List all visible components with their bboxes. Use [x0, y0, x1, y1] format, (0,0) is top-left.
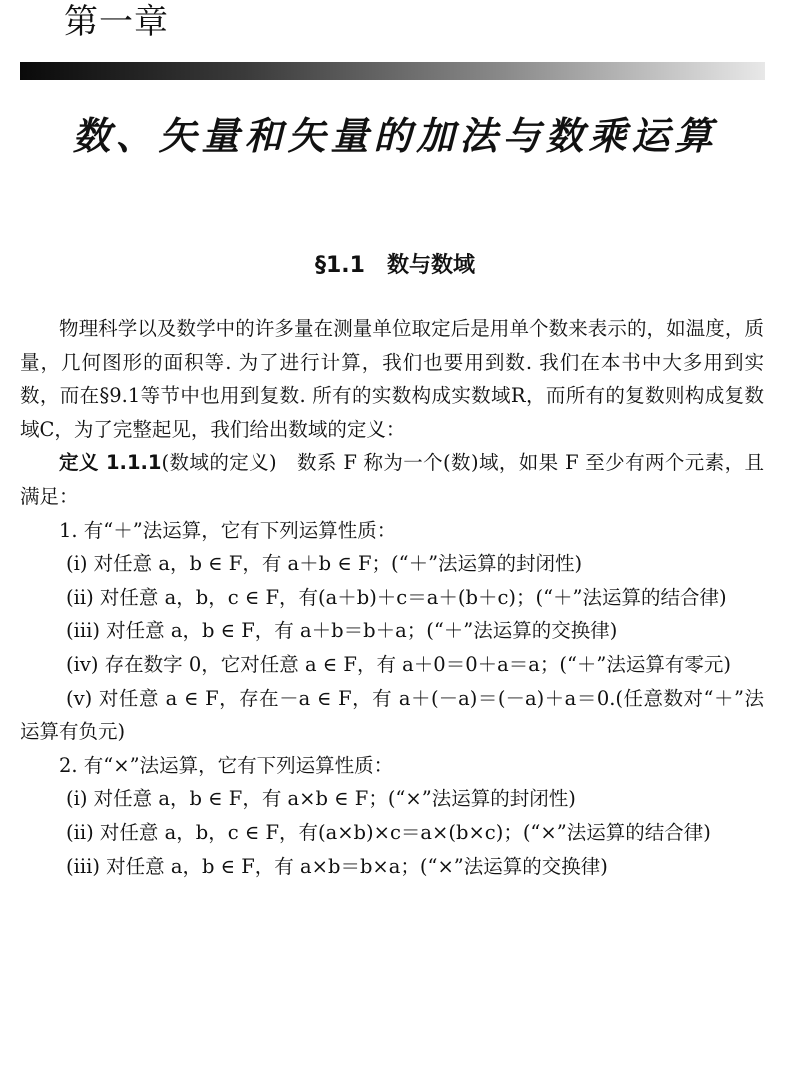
- section-title: §1.1 数与数域: [315, 253, 475, 278]
- definition-text: 元素，且满足：: [20, 451, 764, 508]
- definition-paragraph: [20, 446, 764, 513]
- chapter-label: 第一章: [64, 2, 169, 42]
- multiplication-item: (ii) 对任意 a，b，c ∈ F，有(a×b)×c＝a×(b×c)；(“×”法运算的结合律): [66, 820, 711, 844]
- definition-name: (数域的定义): [161, 451, 277, 475]
- addition-item: (ii) 对任意 a，b，c ∈ F，有(a＋b)＋c＝a＋(b＋c)；(“＋”法运算的结合律): [66, 585, 727, 609]
- definition-label: 定义 1.1.1: [59, 451, 162, 475]
- paragraph-line: R，而所有的复数则构成复数域C，为了完整起见，我们给出数域的定义：: [20, 384, 764, 441]
- multiplication-item: (i) 对任意 a，b ∈ F，有 a×b ∈ F；(“×”法运算的封闭性): [66, 787, 576, 811]
- addition-heading: 1. 有“＋”法运算，它有下列运算性质：: [59, 518, 397, 542]
- definition-text: 数系 F 称为一个(数)域，如果 F 至少有两个: [296, 451, 685, 475]
- multiplication-item: (iii) 对任意 a，b ∈ F，有 a×b＝b×a；(“×”法运算的交换律): [66, 854, 608, 878]
- paragraph-intro: [20, 312, 764, 446]
- addition-item: (v) 对任意 a ∈ F，存在－a ∈ F，有 a＋(－a)＝(－a)＋a＝0.(任意数对“＋”法运算有负元): [20, 686, 764, 744]
- addition-item: (iv) 存在数字 0，它对任意 a ∈ F，有 a＋0＝0＋a＝a；(“＋”法运算有零元): [66, 652, 731, 676]
- multiplication-heading: 2. 有“×”法运算，它有下列运算性质：: [59, 753, 394, 777]
- paragraph-line: 物理科学以及数学中的许多量在测量单位取定后是用单个数来表示的，: [59, 317, 667, 340]
- addition-item: (i) 对任意 a，b ∈ F，有 a＋b ∈ F；(“＋”法运算的封闭性): [66, 552, 583, 576]
- addition-item: (iii) 对任意 a，b ∈ F，有 a＋b＝b＋a；(“＋”法运算的交换律): [66, 619, 618, 643]
- paragraph-line: 如温度，质量，几何图形的面积等. 为了进行计算，我们也要用到数. 我们在本: [20, 317, 764, 374]
- chapter-title: 数、矢量和矢量的加法与数乘运算: [72, 114, 718, 158]
- paragraph-line: 书中大多用到实数，而在§9.1等节中也用到复数. 所有的实数构成实数域: [20, 350, 764, 408]
- page-body: [20, 312, 764, 883]
- chapter-divider-bar: [20, 62, 765, 80]
